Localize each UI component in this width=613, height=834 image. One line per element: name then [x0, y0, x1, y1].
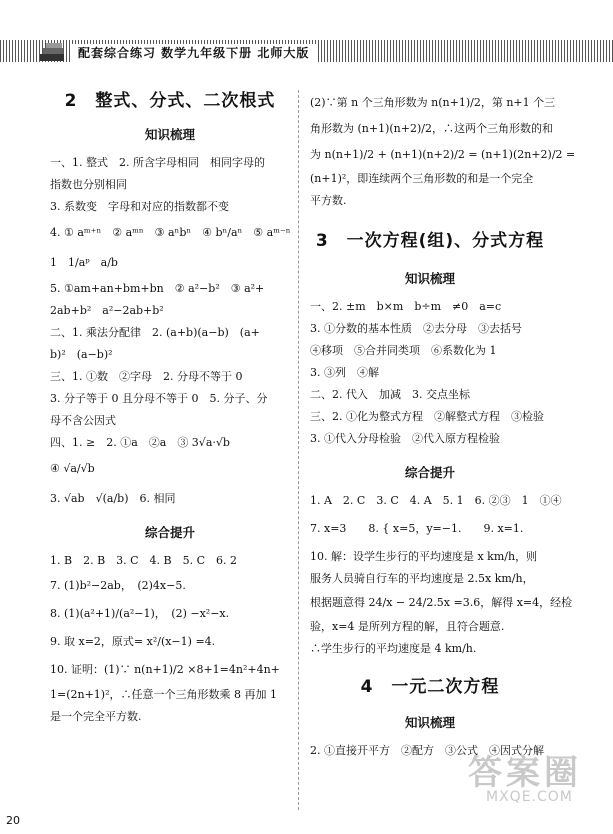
answer-list — [50, 550, 290, 728]
answer-line: 服务人员骑自行车的平均速度是 2.5x km/h， — [310, 572, 534, 585]
answer-line: 7. x=3 8. { x=5，y=−1. 9. x=1. — [310, 522, 524, 535]
answer-line: 1. A 2. C 3. C 4. A 5. 1 6. ②③ 1 ①④ — [310, 494, 562, 507]
answer-line: 指数也分别相同 — [50, 178, 127, 191]
section-heading: 综合提升 — [144, 525, 195, 540]
right-column — [310, 90, 576, 762]
answer-line: (n+1)²，即连续两个三角形数的和是一个完全 — [310, 172, 534, 185]
answer-line: 一、2. ±m b×m b÷m ≠0 a=c — [310, 300, 502, 313]
watermark-logo-text: 答案圈 — [468, 753, 582, 793]
answer-line: b)² (a−b)² — [50, 348, 113, 361]
answer-line: 3. ①代入分母检验 ②代入原方程检验 — [310, 432, 500, 445]
answer-list — [310, 490, 573, 660]
answer-line: 四、1. ≥ 2. ①a ②a ③ 3√a·√b — [50, 436, 230, 449]
left-column — [50, 90, 290, 728]
answer-line: 二、2. 代入 加减 3. 交点坐标 — [310, 388, 470, 401]
answer-line: 一、1. 整式 2. 所含字母相同 相同字母的 — [50, 156, 265, 169]
answer-line: 是一个完全平方数. — [50, 710, 142, 723]
answer-line: 为 n(n+1)/2 + (n+1)(n+2)/2 = (n+1)(2n+2)/2 = — [310, 148, 576, 161]
answer-line: 三、1. ①数 ②字母 2. 分母不等于 0 — [50, 370, 243, 383]
answer-line: 7. (1)b²−2ab， (2)4x−5. — [50, 579, 186, 592]
header-banner: 配套综合练习 数学九年级下册 北师大版 — [70, 44, 317, 62]
answer-line: 3. 系数变 字母和对应的指数都不变 — [50, 200, 229, 213]
answer-line: ④ √a/√b — [50, 462, 95, 475]
watermark — [468, 745, 582, 805]
answer-list — [50, 152, 290, 514]
answer-line: 根据题意得 24/x − 24/2.5x =3.6，解得 x=4，经检 — [310, 596, 573, 609]
answer-line: 角形数为 (n+1)(n+2)/2，∴这两个三角形数的和 — [310, 122, 553, 135]
chapter-title: 3 一次方程(组)、分式方程 — [315, 231, 545, 251]
answer-line: 3. ③列 ④解 — [310, 366, 379, 379]
answer-line: 10. 证明：(1)∵ n(n+1)/2 ×8+1=4n²+4n+ — [50, 663, 280, 676]
answer-line: 1=(2n+1)²，∴任意一个三角形数乘 8 再加 1 — [50, 688, 277, 701]
answer-line: 4. ① aᵐ⁺ⁿ ② aᵐⁿ ③ aⁿbⁿ ④ bⁿ/aⁿ ⑤ aᵐ⁻ⁿ — [50, 226, 291, 239]
answer-line: 1. B 2. B 3. C 4. B 5. C 6. 2 — [50, 554, 238, 567]
column-divider — [298, 90, 300, 810]
chapter-title: 2 整式、分式、二次根式 — [64, 91, 276, 111]
answer-list — [310, 296, 550, 450]
answer-line: 1 1/aᵖ a/b — [50, 256, 118, 269]
answer-line: 9. 取 x=2，原式= x²/(x−1) =4. — [50, 635, 216, 648]
section-heading: 知识梳理 — [404, 271, 455, 286]
answer-line: 3. ①分数的基本性质 ②去分母 ③去括号 — [310, 322, 522, 335]
answer-list — [310, 90, 576, 212]
section-heading: 综合提升 — [404, 465, 455, 480]
watermark-url: MXQE.COM — [486, 789, 573, 805]
book-stack-icon — [38, 42, 68, 64]
answer-line: (2)∵第 n 个三角形数为 n(n+1)/2，第 n+1 个三 — [310, 96, 556, 109]
answer-line: 5. ①am+an+bm+bn ② a²−b² ③ a²+ — [50, 282, 265, 295]
answer-line: 母不含公因式 — [50, 414, 116, 427]
answer-line: 3. 分子等于 0 且分母不等于 0 5. 分子、分 — [50, 392, 268, 405]
answer-line: 平方数. — [310, 194, 347, 207]
answer-line: ④移项 ⑤合并同类项 ⑥系数化为 1 — [310, 344, 497, 357]
answer-line: 2ab+b² a²−2ab+b² — [50, 304, 164, 317]
page-number: 20 — [6, 814, 20, 827]
answer-line: 10. 解：设学生步行的平均速度是 x km/h，则 — [310, 550, 538, 563]
chapter-title: 4 一元二次方程 — [360, 677, 500, 697]
section-heading: 知识梳理 — [144, 127, 195, 142]
answer-line: 二、1. 乘法分配律 2. (a+b)(a−b) (a+ — [50, 326, 260, 339]
section-heading: 知识梳理 — [404, 715, 455, 730]
page-header — [0, 0, 613, 72]
answer-line: 3. √ab √(a/b) 6. 相同 — [50, 492, 176, 505]
answer-line: 2. ①直接开平方 ②配方 ③公式 ④因式分解 — [310, 744, 544, 757]
answer-line: 验，x=4 是所列方程的解，且符合题意. — [310, 620, 505, 633]
answer-line: 三、2. ①化为整式方程 ②解整式方程 ③检验 — [310, 410, 544, 423]
answer-line: 8. (1)(a²+1)/(a²−1)， (2) −x²−x. — [50, 607, 230, 620]
answer-line: ∴学生步行的平均速度是 4 km/h. — [310, 642, 477, 655]
